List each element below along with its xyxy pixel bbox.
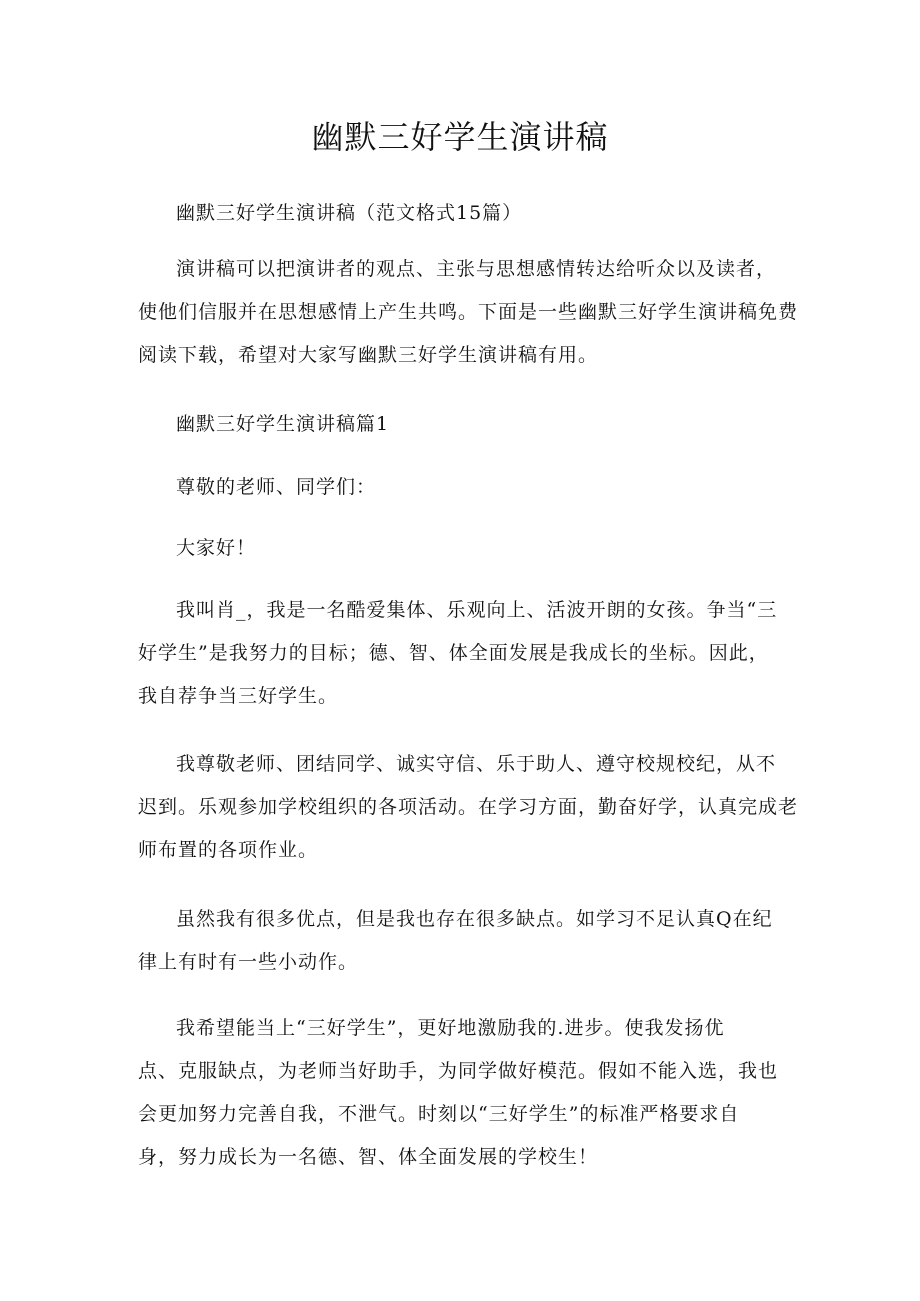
speech-paragraph-2 (138, 743, 799, 872)
salutation-line: 大家好！ (176, 537, 257, 559)
section-heading: 幽默三好学生演讲稿篇1 (176, 413, 390, 435)
paragraph-line: 虽然我有很多优点，但是我也存在很多缺点。如学习不足认真Q在纪 (176, 908, 773, 930)
speech-paragraph-4 (138, 1007, 790, 1179)
paragraph-line: 迟到。乐观参加学校组织的各项活动。在学习方面，勤奋好学，认真完成老 (138, 796, 799, 818)
paragraph-line: 身，努力成长为一名德、智、体全面发展的学校生！ (138, 1146, 599, 1168)
paragraph-line: 我尊敬老师、团结同学、诚实守信、乐于助人、遵守校规校纪，从不 (176, 753, 777, 775)
intro-line: 阅读下载，希望对大家写幽默三好学生演讲稿有用。 (138, 344, 599, 366)
paragraph-line: 我叫肖_，我是一名酷爱集体、乐观向上、活波开朗的女孩。争当“三 (176, 599, 778, 621)
paragraph-line: 会更加努力完善自我，不泄气。时刻以“三好学生”的标准严格要求自 (138, 1103, 740, 1125)
speech-paragraph-1 (138, 589, 790, 718)
intro-line: 演讲稿可以把演讲者的观点、主张与思想感情转达给听众以及读者， (176, 258, 777, 280)
document-subtitle: 幽默三好学生演讲稿（范文格式15篇） (176, 202, 523, 224)
paragraph-line: 律上有时有一些小动作。 (138, 951, 359, 973)
intro-paragraph (138, 248, 799, 377)
paragraph-line: 我自荐争当三好学生。 (138, 685, 339, 707)
intro-line: 使他们信服并在思想感情上产生共鸣。下面是一些幽默三好学生演讲稿免费 (138, 301, 799, 323)
paragraph-line: 点、克服缺点，为老师当好助手，为同学做好模范。假如不能入选，我也 (138, 1060, 779, 1082)
paragraph-line: 好学生”是我努力的目标；德、智、体全面发展是我成长的坐标。因此， (138, 642, 769, 664)
greeting-line: 尊敬的老师、同学们： (176, 476, 377, 498)
speech-paragraph-3 (138, 898, 790, 984)
paragraph-line: 师布置的各项作业。 (138, 839, 319, 861)
paragraph-line: 我希望能当上“三好学生”，更好地激励我的.进步。使我发扬优 (176, 1017, 725, 1039)
document-title: 幽默三好学生演讲稿 (311, 118, 609, 156)
